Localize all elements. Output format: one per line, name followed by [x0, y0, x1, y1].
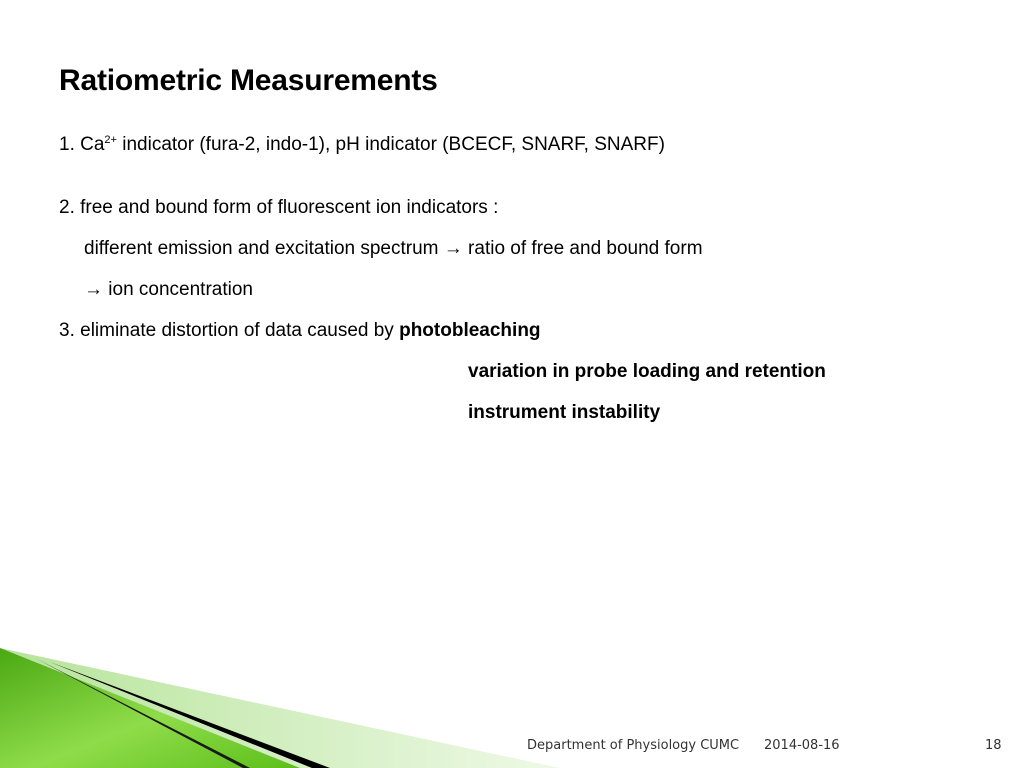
- item-1-suffix: indicator (fura-2, indo-1), pH indicator (BCECF, SNARF, SNARF): [116, 134, 665, 155]
- item-2-line-3: → ion concentration: [84, 279, 253, 300]
- footer-date: 2014-08-16: [764, 738, 840, 753]
- item-3-cause-1: photobleaching: [399, 320, 541, 341]
- item-2-line-2: different emission and excitation spectrum → ratio of free and bound form: [84, 238, 703, 259]
- item-3-cause-3: instrument instability: [468, 402, 661, 423]
- footer-department: Department of Physiology CUMC: [527, 738, 740, 753]
- footer-page-number: 18: [985, 738, 1002, 753]
- item-3-prefix: 3. eliminate distortion of data caused by: [59, 320, 400, 341]
- item-1-prefix: 1. Ca: [59, 134, 105, 155]
- item-3: [59, 320, 541, 342]
- item-1-superscript: 2+: [104, 134, 117, 146]
- item-2-line-1: 2. free and bound form of fluorescent ion indicators :: [59, 197, 499, 218]
- slide-title: Ratiometric Measurements: [59, 64, 438, 97]
- item-1: [59, 134, 665, 156]
- item-3-cause-2: variation in probe loading and retention: [468, 361, 826, 382]
